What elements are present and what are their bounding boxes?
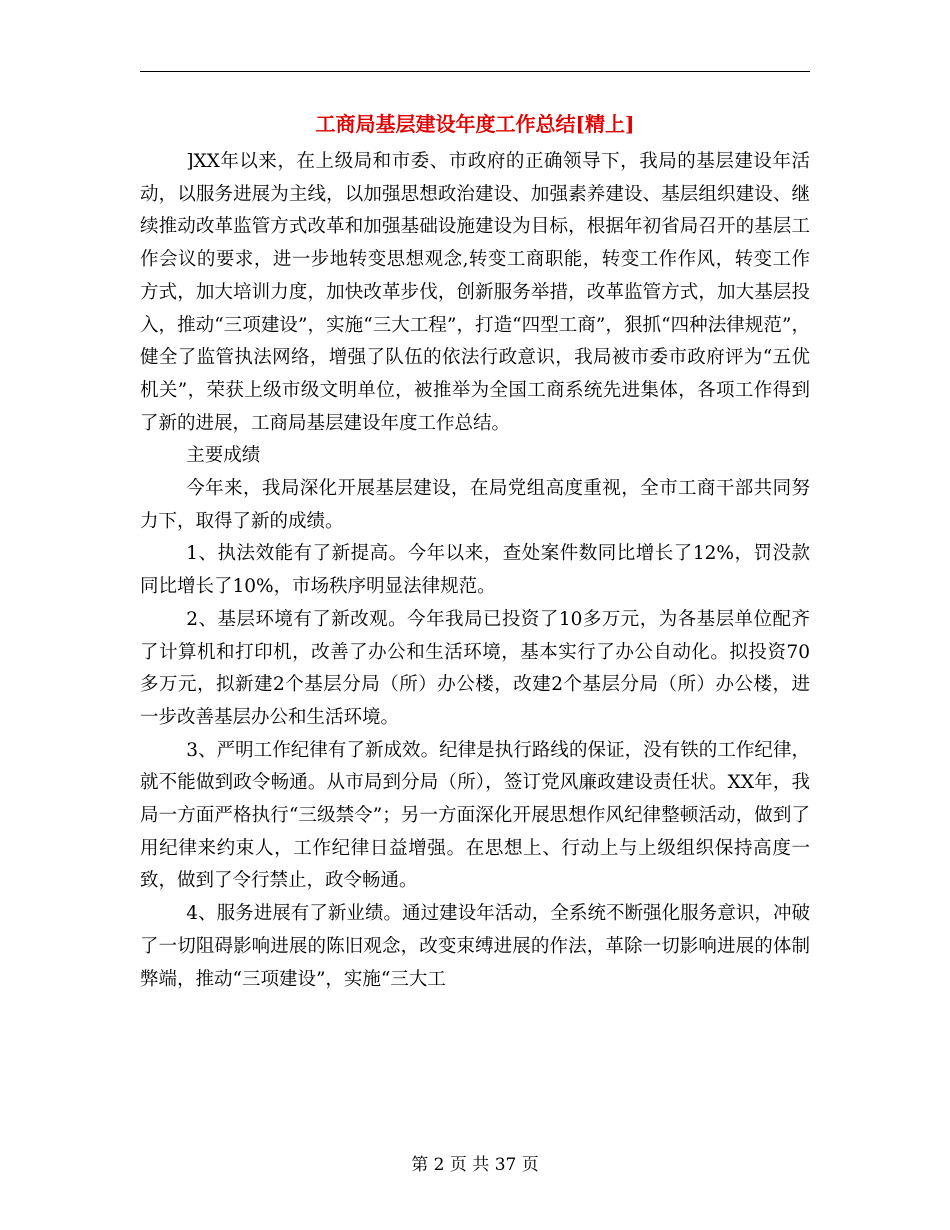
paragraph-intro: ]XX年以来，在上级局和市委、市政府的正确领导下，我局的基层建设年活动，以服务进展为主线，以加强思想政治建设、加强素养建设、基层组织建设、继续推动改革监管方式改革和加强基础设施建设为目标，根据年初省局召开的基层工作会议的要求，进一步地转变思想观念,转变工商职能，转变工作作风，转变工作方式，加大培训力度，加快改革步伐，创新服务举措，改革监管方式，加大基层投入，推动“三项建设”，实施“三大工程”，打造“四型工商”，狠抓“四种法律规范”，健全了监管执法网络，增强了队伍的依法行政意识，我局被市委市政府评为“五优机关”，荣获上级市级文明单位，被推举为全国工商系统先进集体，各项工作得到了新的进展，工商局基层建设年度工作总结。 [140,151,810,434]
paragraph-main-achievements-heading: 主要成绩 [186,445,261,467]
paragraph-item-2: 2、基层环境有了新改观。今年我局已投资了10多万元，为各基层单位配齐了计算机和打印机，改善了办公和生活环境，基本实行了办公自动化。拟投资70多万元，拟新建2个基层分局（所）办公楼，改建2个基层分局（所）办公楼，进一步改善基层办公和生活环境。 [140,608,810,728]
document-body [140,146,810,996]
paragraph-item-3: 3、严明工作纪律有了新成效。纪律是执行路线的保证，没有铁的工作纪律，就不能做到政令畅通。从市局到分局（所），签订党风廉政建设责任状。XX年，我局一方面严格执行“三级禁令”；另一方面深化开展思想作风纪律整顿活动，做到了用纪律来约束人，工作纪律日益增强。在思想上、行动上与上级组织保持高度一致，做到了令行禁止，政令畅通。 [140,739,810,892]
paragraph-item-1: 1、执法效能有了新提高。今年以来，查处案件数同比增长了12%，罚没款同比增长了10%，市场秩序明显法律规范。 [140,543,810,598]
paragraph-summary: 今年来，我局深化开展基层建设，在局党组高度重视，全市工商干部共同努力下，取得了新的成绩。 [140,478,810,532]
page-number-footer: 第 2 页 共 37 页 [411,1155,539,1175]
header-rule [140,71,810,72]
paragraph-item-4: 4、服务进展有了新业绩。通过建设年活动，全系统不断强化服务意识，冲破了一切阻碍影响进展的陈旧观念，改变束缚进展的作法，革除一切影响进展的体制弊端，推动“三项建设”，实施“三大工 [140,903,810,990]
document-title: 工商局基层建设年度工作总结[精上] [315,112,635,136]
